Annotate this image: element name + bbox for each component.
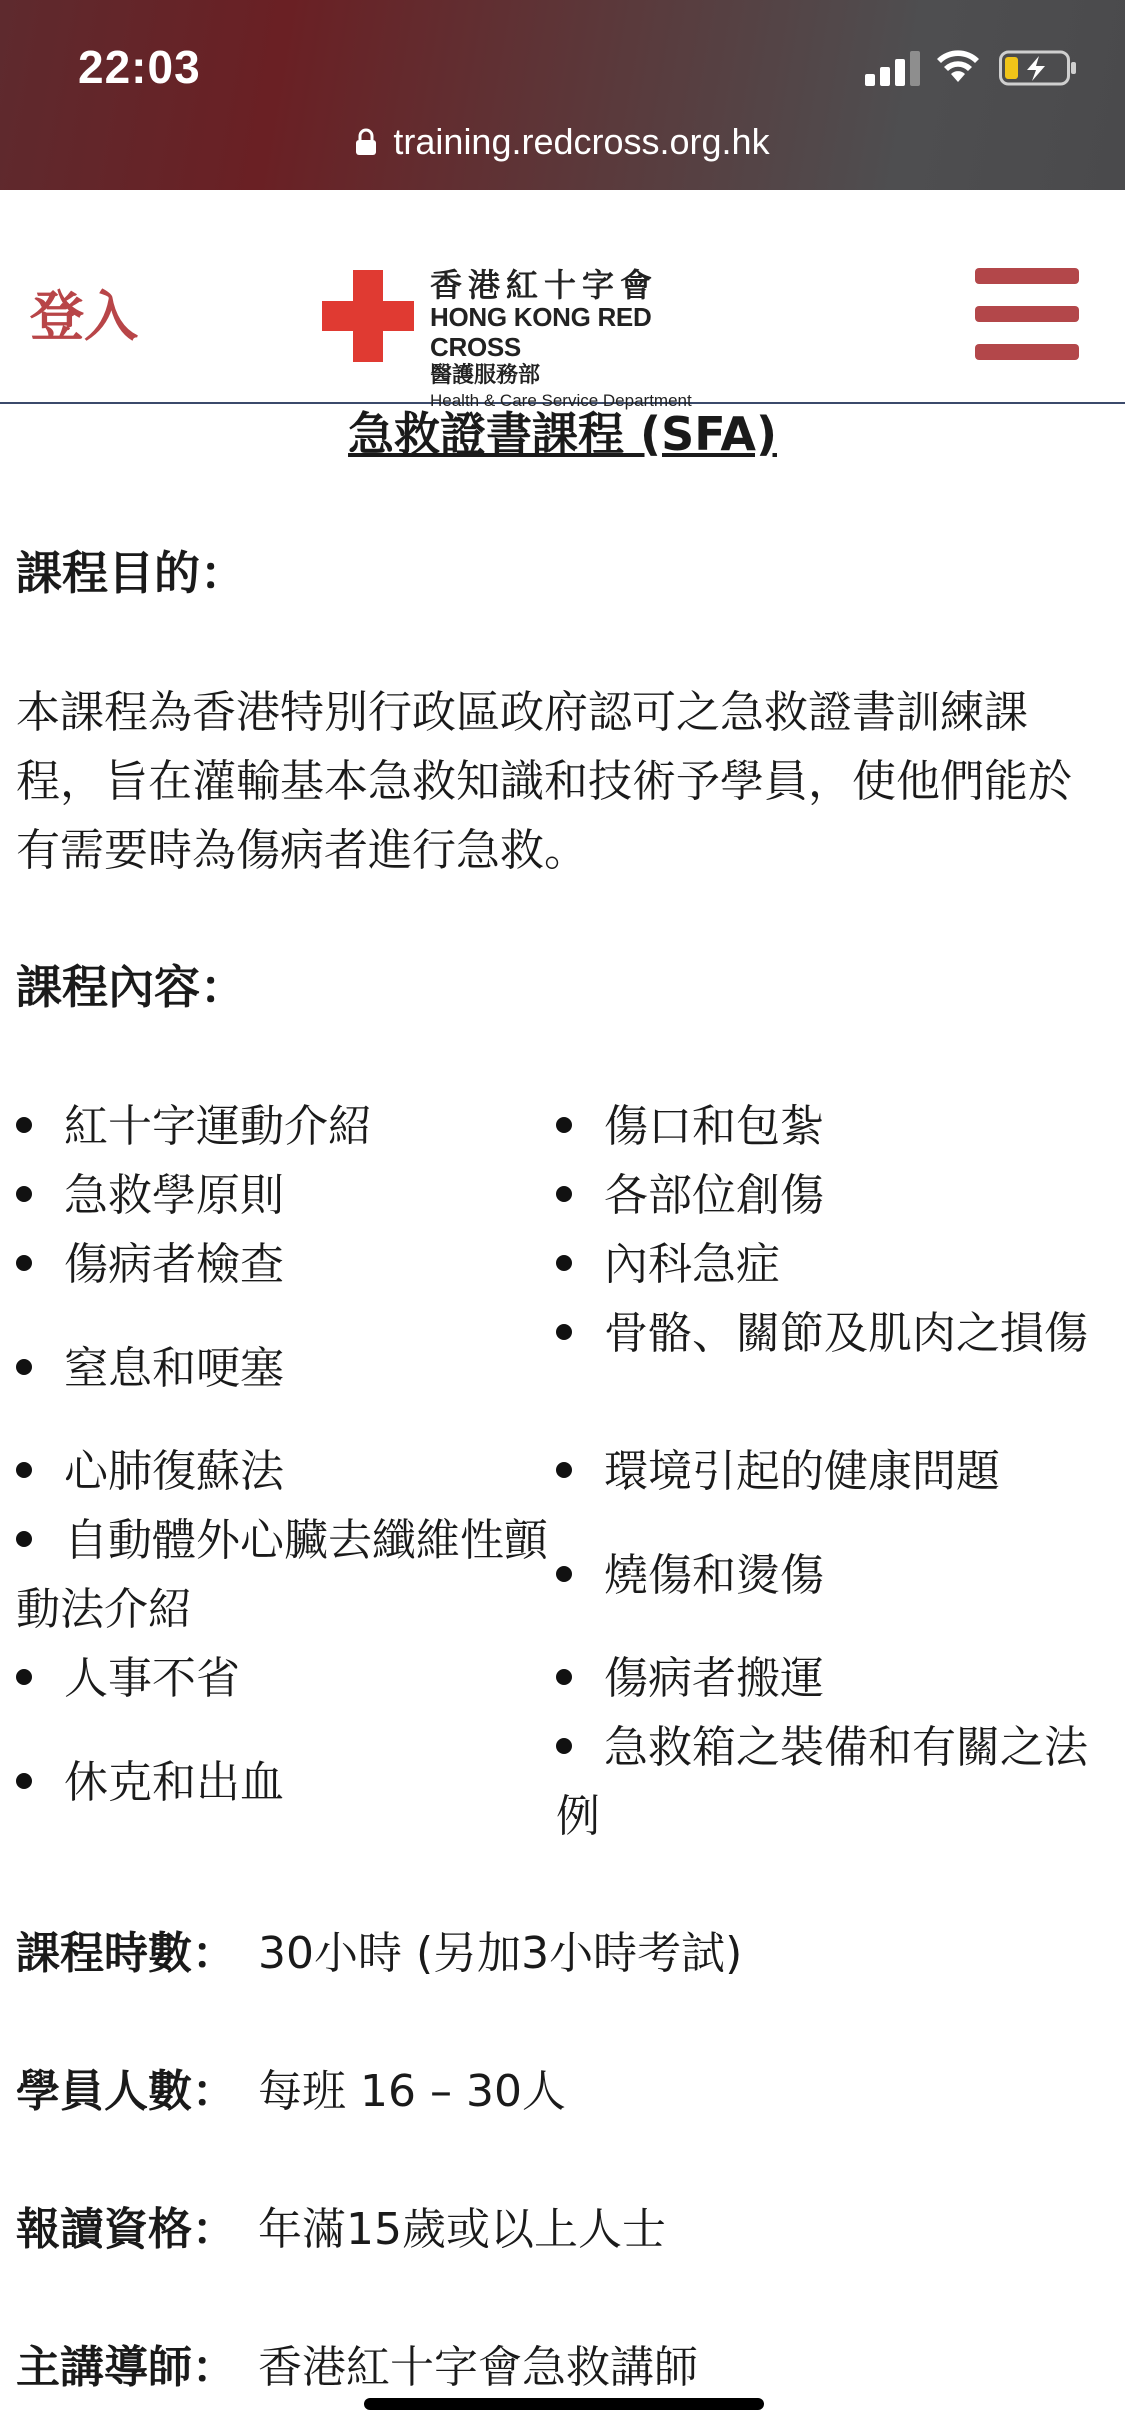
info-label: 學員人數： [16,2066,236,2117]
list-item: 傷病者搬運 [556,1644,1096,1713]
list-item: 窒息和哽塞 [16,1334,546,1403]
list-item: 各部位創傷 [556,1161,1096,1230]
site-header [0,190,1125,410]
objective-heading: 課程目的： [16,546,246,600]
info-row-instructor [16,2338,698,2398]
logo-dept-zh: 醫護服務部 [430,363,541,388]
info-label: 報讀資格： [16,2204,236,2255]
list-item: 內科急症 [556,1230,1096,1299]
info-value: 30小時 (另加3小時考試) [258,1928,743,1979]
red-cross-logo[interactable] [322,266,742,410]
info-value: 香港紅十字會急救講師 [258,2342,698,2393]
list-item: 環境引起的健康問題 [556,1437,1096,1506]
battery-charging-icon [999,50,1079,86]
logo-name-zh: 香港紅十字會 [430,266,659,304]
logo-text [430,268,742,412]
cellular-signal-icon [865,50,921,86]
home-indicator[interactable] [364,2398,764,2410]
status-time: 22:03 [78,41,201,93]
info-row-duration [16,1924,742,1984]
url-text: training.redcross.org.hk [393,121,770,162]
info-value: 每班 16 – 30人 [258,2066,566,2117]
list-item: 急救學原則 [16,1161,546,1230]
address-bar[interactable] [0,112,1125,172]
info-label: 主講導師： [16,2342,236,2393]
browser-top-bar [0,0,1125,190]
page-title: 急救證書課程 (SFA) [348,407,777,461]
list-item: 骨骼、關節及肌肉之損傷 [556,1299,1096,1368]
info-row-eligibility [16,2200,666,2260]
logo-name-en: HONG KONG RED CROSS [430,302,652,362]
list-item: 燒傷和燙傷 [556,1541,1096,1610]
list-item: 人事不省 [16,1644,546,1713]
lock-icon [355,128,377,156]
list-item: 自動體外心臟去纖維性顫動法介紹 [16,1515,548,1635]
list-item: 休克和出血 [16,1748,546,1817]
logo-dept-en: Health & Care Service Department [430,391,692,410]
list-item: 傷病者檢查 [16,1230,546,1299]
info-row-class-size [16,2062,566,2122]
wifi-icon [935,46,981,86]
list-item: 心肺復蘇法 [16,1437,546,1506]
list-item: 傷口和包紮 [556,1092,1096,1161]
info-value: 年滿15歲或以上人士 [258,2204,666,2255]
hamburger-menu-icon[interactable] [975,268,1079,360]
list-item: 紅十字運動介紹 [16,1092,546,1161]
red-cross-icon [322,270,414,362]
list-item: 急救箱之裝備和有關之法例 [556,1722,1088,1842]
login-button[interactable]: 登入 [30,285,138,348]
info-label: 課程時數： [16,1928,236,1979]
objective-text: 本課程為香港特別行政區政府認可之急救證書訓練課程，旨在灌輸基本急救知識和技術予學員，使他們能於有需要時為傷病者進行急救。 [16,687,1072,876]
content-heading: 課程內容： [16,960,246,1014]
